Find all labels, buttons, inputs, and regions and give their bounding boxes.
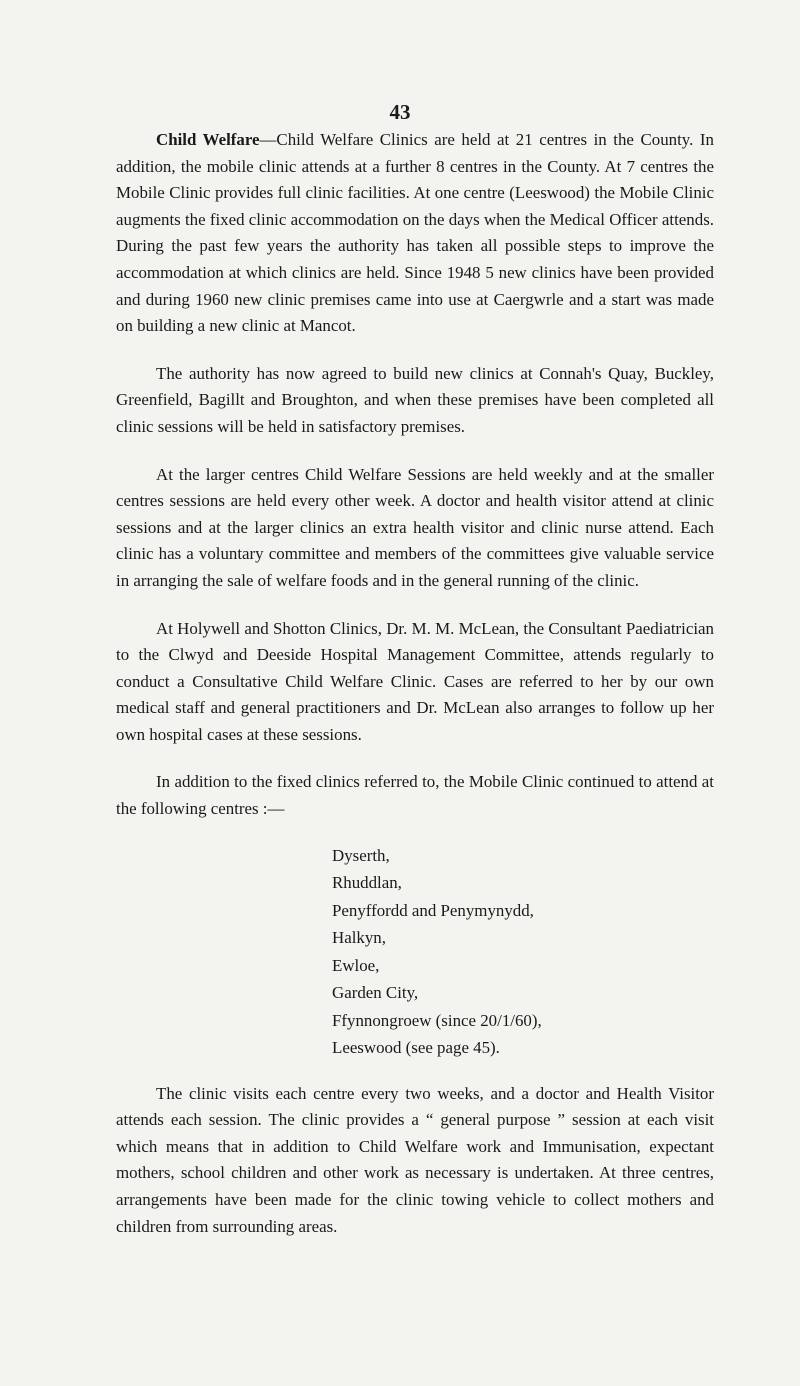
list-item: Penyffordd and Penymynydd,: [332, 900, 534, 920]
paragraph-sessions: At the larger centres Child Welfare Sessions are held weekly and at the smaller centres sessions are held every other week. A doctor and health visitor attend at clinic sessions and at the larger clinics an extra health visitor and clinic nurse attend. Each clinic has a voluntary committee and members of the committees give valuable service in arranging the sale of welfare foods and in the general running of the clinic.: [116, 464, 714, 590]
list-item: Garden City,: [332, 983, 419, 1003]
document-body: [116, 127, 714, 1261]
centre-list: [332, 842, 714, 1062]
list-item: Ewloe,: [332, 955, 380, 975]
paragraph-text: —Child Welfare Clinics are held at 21 centres in the County. In addition, the mobile clinic attends at a further 8 centres in the County. At 7 centres the Mobile Clinic provides full clinic facilities. At one centre (Leeswood) the Mobile Clinic augments the fixed clinic accommodation on the days when the Medical Officer attends. During the past few years the authority has taken all possible steps to improve the accommodation at which clinics are held. Since 1948 5 new clinics have been provided and during 1960 new clinic premises came into use at Caergwrle and a start was made on building a new clinic at Mancot.: [116, 130, 714, 336]
paragraph-mobile-clinic: In addition to the fixed clinics referred to, the Mobile Clinic continued to attend at the following centres :—: [116, 772, 714, 819]
list-item: Halkyn,: [332, 928, 386, 948]
paragraph-clinic-visits: The clinic visits each centre every two weeks, and a doctor and Health Visitor attends each session. The clinic provides a “ general purpose ” session at each visit which means that in addition to Child Welfare work and Immunisation, expectant mothers, school children and other work as necessary is undertaken. At three centres, arrangements have been made for the clinic towing vehicle to collect mothers and children from surrounding areas.: [116, 1083, 714, 1236]
list-item: Ffynnongroew (since 20/1/60),: [332, 1010, 542, 1030]
list-item: Dyserth,: [332, 845, 390, 865]
paragraph-new-clinics: The authority has now agreed to build new clinics at Connah's Quay, Buckley, Greenfield, Bagillt and Broughton, and when these premises have been completed all clinic sessions will be held in satisfactory premises.: [116, 363, 714, 436]
paragraph-consultative-clinic: At Holywell and Shotton Clinics, Dr. M. M. McLean, the Consultant Paediatrician to the Clwyd and Deeside Hospital Management Committee, attends regularly to conduct a Consultative Child Welfare Clinic. Cases are referred to her by our own medical staff and general practitioners and Dr. McLean also arranges to follow up her own hospital cases at these sessions.: [116, 618, 714, 744]
section-heading: Child Welfare: [156, 130, 260, 149]
paragraph-child-welfare: [116, 127, 714, 340]
list-item: Rhuddlan,: [332, 873, 402, 893]
page-number: 43: [389, 100, 411, 124]
list-item: Leeswood (see page 45).: [332, 1038, 500, 1058]
